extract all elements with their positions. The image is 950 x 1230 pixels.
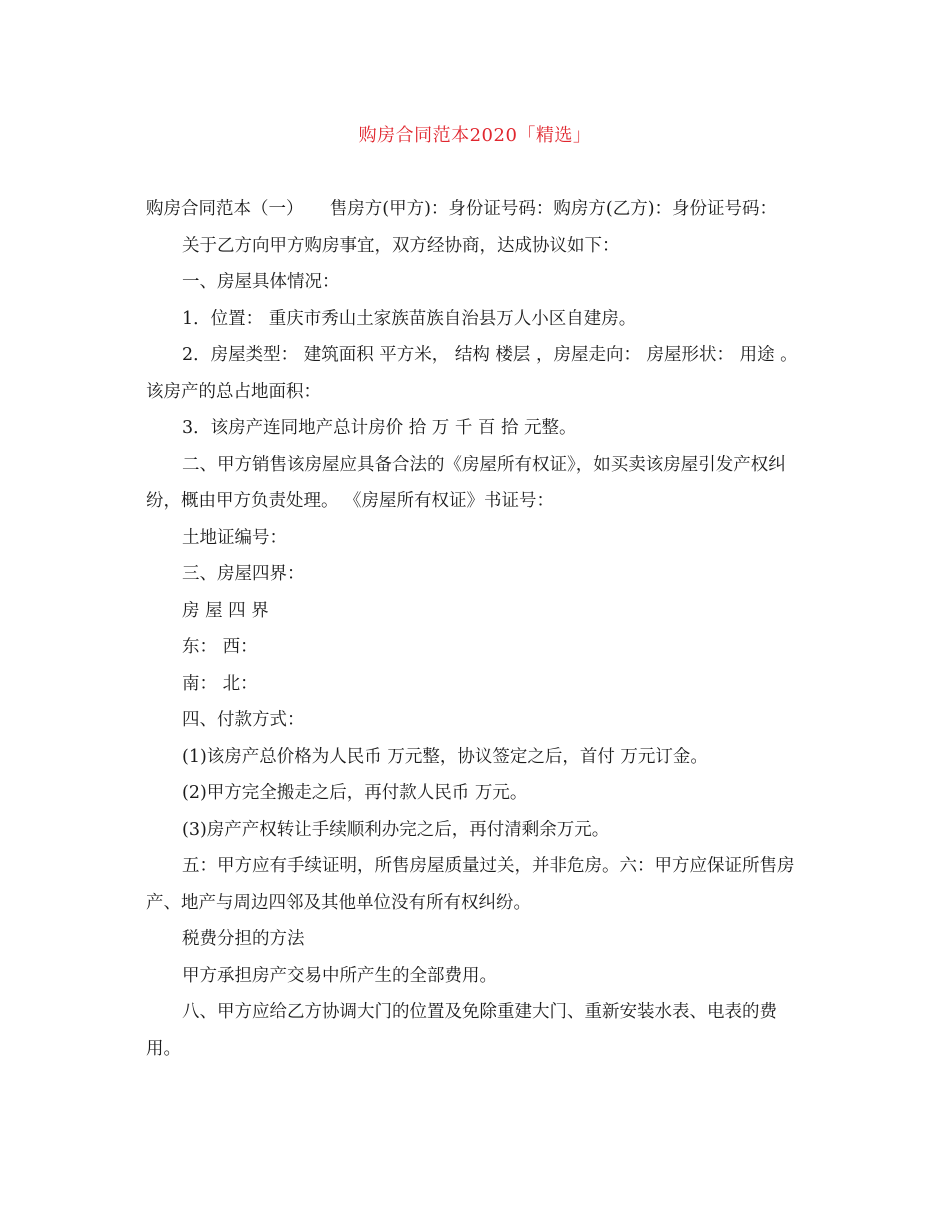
document-body [146,191,806,1067]
tax-clause: 甲方承担房产交易中所产生的全部费用。 [182,965,497,986]
land-certificate-number: 土地证编号： [182,527,287,548]
agreement-statement: 关于乙方向甲方购房事宜，双方经协商，达成协议如下： [182,235,620,256]
section-eight: 八、甲方应给乙方协调大门的位置及免除重建大门、重新安装水表、电表的费用。 [146,1002,777,1059]
section-heading-house-details: 一、房屋具体情况： [182,272,340,292]
clause-location: 1．位置： 重庆市秀山土家族苗族自治县万人小区自建房。 [182,308,637,329]
payment-item-3: (3)房产产权转让手续顺利办完之后，再付清剩余万元。 [182,819,610,840]
section-heading-boundaries: 三、房屋四界： [182,564,305,584]
clause-total-price: 3．该房产连同地产总计房价 拾 万 千 百 拾 元整。 [182,418,577,438]
clause-house-type: 2．房屋类型： 建筑面积 平方米， 结构 楼层 ，房屋走向： 房屋形状： 用途 。该房产的总占地面积： [146,345,798,402]
section-ownership-certificate: 二、甲方销售该房屋应具备合法的《房屋所有权证》，如买卖该房屋引发产权纠纷，概由甲方负责处理。 《房屋所有权证》书证号： [146,454,786,511]
section-five-six: 五：甲方应有手续证明，所售房屋质量过关，并非危房。六：甲方应保证所售房产、地产与周边四邻及其他单位没有所有权纠纷。 [146,856,795,913]
contract-intro-paragraph: 购房合同范本（一） 售房方(甲方)：身份证号码：购房方(乙方)：身份证号码： [146,199,778,219]
payment-item-2: (2)甲方完全搬走之后，再付款人民币 万元。 [182,783,528,803]
boundary-east-west: 东： 西： [182,637,258,657]
document-title: 购房合同范本2020「精选」 [358,125,592,146]
section-heading-payment: 四、付款方式： [182,710,305,730]
payment-item-1: (1)该房产总价格为人民币 万元整，协议签定之后，首付 万元订金。 [182,746,708,767]
tax-heading: 税费分担的方法 [182,929,305,949]
boundary-south-north: 南： 北： [182,673,258,694]
boundaries-label: 房 屋 四 界 [182,600,269,621]
